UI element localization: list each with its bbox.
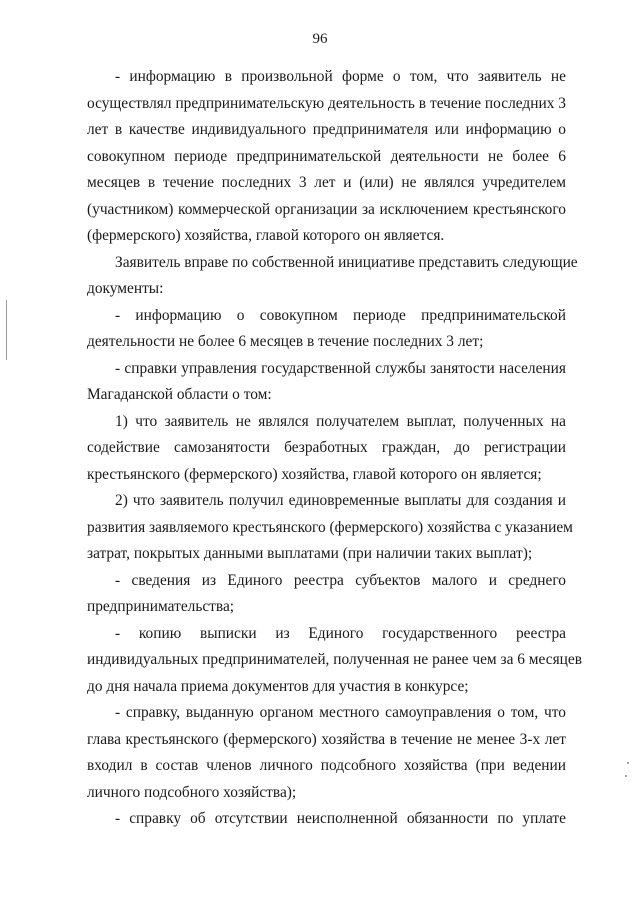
- paragraph: [87, 409, 566, 489]
- paragraph: [87, 303, 566, 356]
- text-line: - справку, выданную органом местного самоуправления о том, что: [115, 704, 566, 721]
- text-line: затрат, покрытых данными выплатами (при наличии таких выплат);: [87, 545, 533, 562]
- text-line: глава крестьянского (фермерского) хозяйства в течение не менее 3-х лет: [87, 730, 566, 748]
- text-line: до дня начала приема документов для участия в конкурсе;: [87, 677, 469, 695]
- text-line: - справки управления государственной службы занятости населения: [115, 359, 566, 377]
- text-line: осуществлял предпринимательскую деятельность в течение последних 3: [87, 94, 566, 112]
- paragraph: [87, 621, 583, 701]
- paragraph: [87, 700, 566, 806]
- paragraph: [87, 64, 566, 250]
- text-line: совокупном периоде предпринимательской деятельности не более 6: [87, 147, 566, 165]
- text-line: входил в состав членов личного подсобного хозяйства (при ведении: [87, 757, 566, 774]
- paragraph: [87, 356, 566, 409]
- paragraph: [87, 250, 578, 303]
- scan-margin-mark: [6, 300, 7, 360]
- text-line: деятельности не более 6 месяцев в течение последних 3 лет;: [87, 333, 484, 350]
- text-line: документы:: [87, 280, 164, 297]
- paragraph: [87, 568, 566, 621]
- text-line: (фермерского) хозяйства, главой которого он является.: [87, 227, 445, 244]
- text-line: (участником) коммерческой организации за исключением крестьянского: [87, 200, 566, 218]
- text-line: содействие самозанятости безработных граждан, до регистрации: [87, 439, 566, 456]
- text-line: развития заявляемого крестьянского (фермерского) хозяйства с указанием: [87, 518, 573, 536]
- text-line: - копию выписки из Единого государственного реестра: [115, 624, 566, 642]
- text-line: предпринимательства;: [87, 598, 235, 615]
- text-line: - информацию в произвольной форме о том, что заявитель не: [115, 68, 566, 85]
- text-line: личного подсобного хозяйства);: [87, 783, 297, 801]
- text-line: индивидуальных предпринимателей, полученная не ранее чем за 6 месяцев: [87, 651, 583, 668]
- scan-speck: [625, 775, 627, 777]
- text-line: - сведения из Единого реестра субъектов малого и среднего: [115, 571, 566, 589]
- text-line: Магаданской области о том:: [87, 386, 272, 403]
- text-line: - справку об отсутствии неисполненной обязанности по уплате: [115, 810, 566, 827]
- scan-speck: [627, 762, 629, 764]
- text-line: - информацию о совокупном периоде предпринимательской: [115, 306, 566, 324]
- text-line: 2) что заявитель получил единовременные выплаты для создания и: [115, 492, 566, 509]
- paragraph: [87, 488, 573, 568]
- text-line: Заявитель вправе по собственной инициативе представить следующие: [115, 253, 578, 271]
- text-line: 1) что заявитель не являлся получателем выплат, полученных на: [115, 412, 566, 430]
- paragraph: [87, 806, 566, 833]
- document-body: [87, 64, 583, 833]
- text-line: лет в качестве индивидуального предпринимателя или информацию о: [87, 121, 566, 138]
- page-number: 96: [312, 31, 328, 47]
- text-line: крестьянского (фермерского) хозяйства, главой которого он является;: [87, 465, 542, 483]
- text-line: месяцев в течение последних 3 лет и (или) не являлся учредителем: [87, 174, 566, 191]
